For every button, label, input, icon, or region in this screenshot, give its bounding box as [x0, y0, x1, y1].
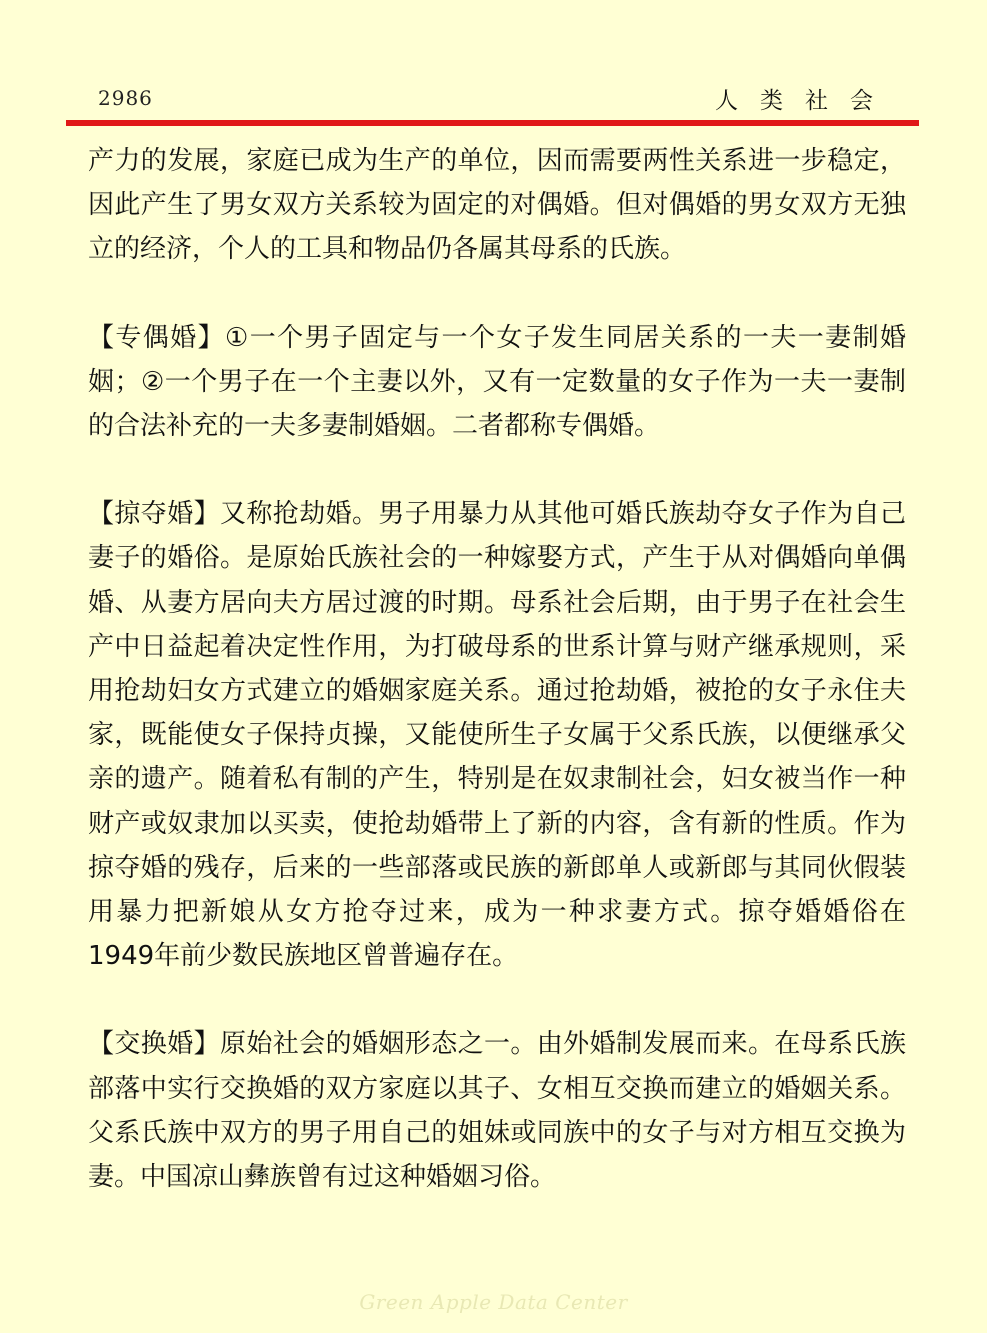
- entry-term: 【专偶婚】: [88, 322, 226, 353]
- paragraph-continuation: [88, 139, 906, 272]
- header-divider: [66, 120, 919, 126]
- page-header: [0, 0, 987, 130]
- page-number: 2986: [98, 86, 153, 110]
- entry-term: 【交换婚】: [88, 1029, 220, 1060]
- paragraph-text: 产力的发展，家庭已成为生产的单位，因而需要两性关系进一步稳定，因此产生了男女双方关系较为固定的对偶婚。但对偶婚的男女双方无独立的经济，个人的工具和物品仍各属其母系的氏族。: [88, 146, 906, 265]
- entry-text: ①一个男子固定与一个女子发生同居关系的一夫一妻制婚姻；②一个男子在一个主妻以外，又有一定数量的女子作为一夫一妻制的合法补充的一夫多妻制婚姻。二者都称专偶婚。: [88, 322, 906, 442]
- entry-marriage-by-capture: [88, 492, 906, 978]
- watermark: Green Apple Data Center: [359, 1290, 628, 1314]
- entry-exchange-marriage: [88, 1022, 906, 1199]
- entry-term: 【掠夺婚】: [88, 499, 220, 530]
- entry-text: 又称抢劫婚。男子用暴力从其他可婚氏族劫夺女子作为自己妻子的婚俗。是原始氏族社会的一种嫁娶方式，产生于从对偶婚向单偶婚、从妻方居向夫方居过渡的时期。母系社会后期，由于男子在社会生产中日益起着决定性作用，为打破母系的世系计算与财产继承规则，采用抢劫妇女方式建立的婚姻家庭关系。通过抢劫婚，被抢的女子永住夫家，既能使女子保持贞操，又能使所生子女属于父系氏族，以便继承父亲的遗产。随着私有制的产生，特别是在奴隶制社会，妇女被当作一种财产或奴隶加以买卖，使抢劫婚带上了新的内容，含有新的性质。作为掠夺婚的残存，后来的一些部落或民族的新郎单人或新郎与其同伙假装用暴力把新娘从女方抢夺过来，成为一种求妻方式。掠夺婚婚俗在1949年前少数民族地区曾普遍存在。: [88, 499, 906, 972]
- entry-text: 原始社会的婚姻形态之一。由外婚制发展而来。在母系氏族部落中实行交换婚的双方家庭以其子、女相互交换而建立的婚姻关系。父系氏族中双方的男子用自己的姐妹或同族中的女子与对方相互交换为妻。中国凉山彝族曾有过这种婚姻习俗。: [88, 1029, 906, 1193]
- book-title: 人类社会: [715, 88, 895, 114]
- article-body: [88, 136, 906, 1243]
- entry-monogamy: [88, 316, 906, 449]
